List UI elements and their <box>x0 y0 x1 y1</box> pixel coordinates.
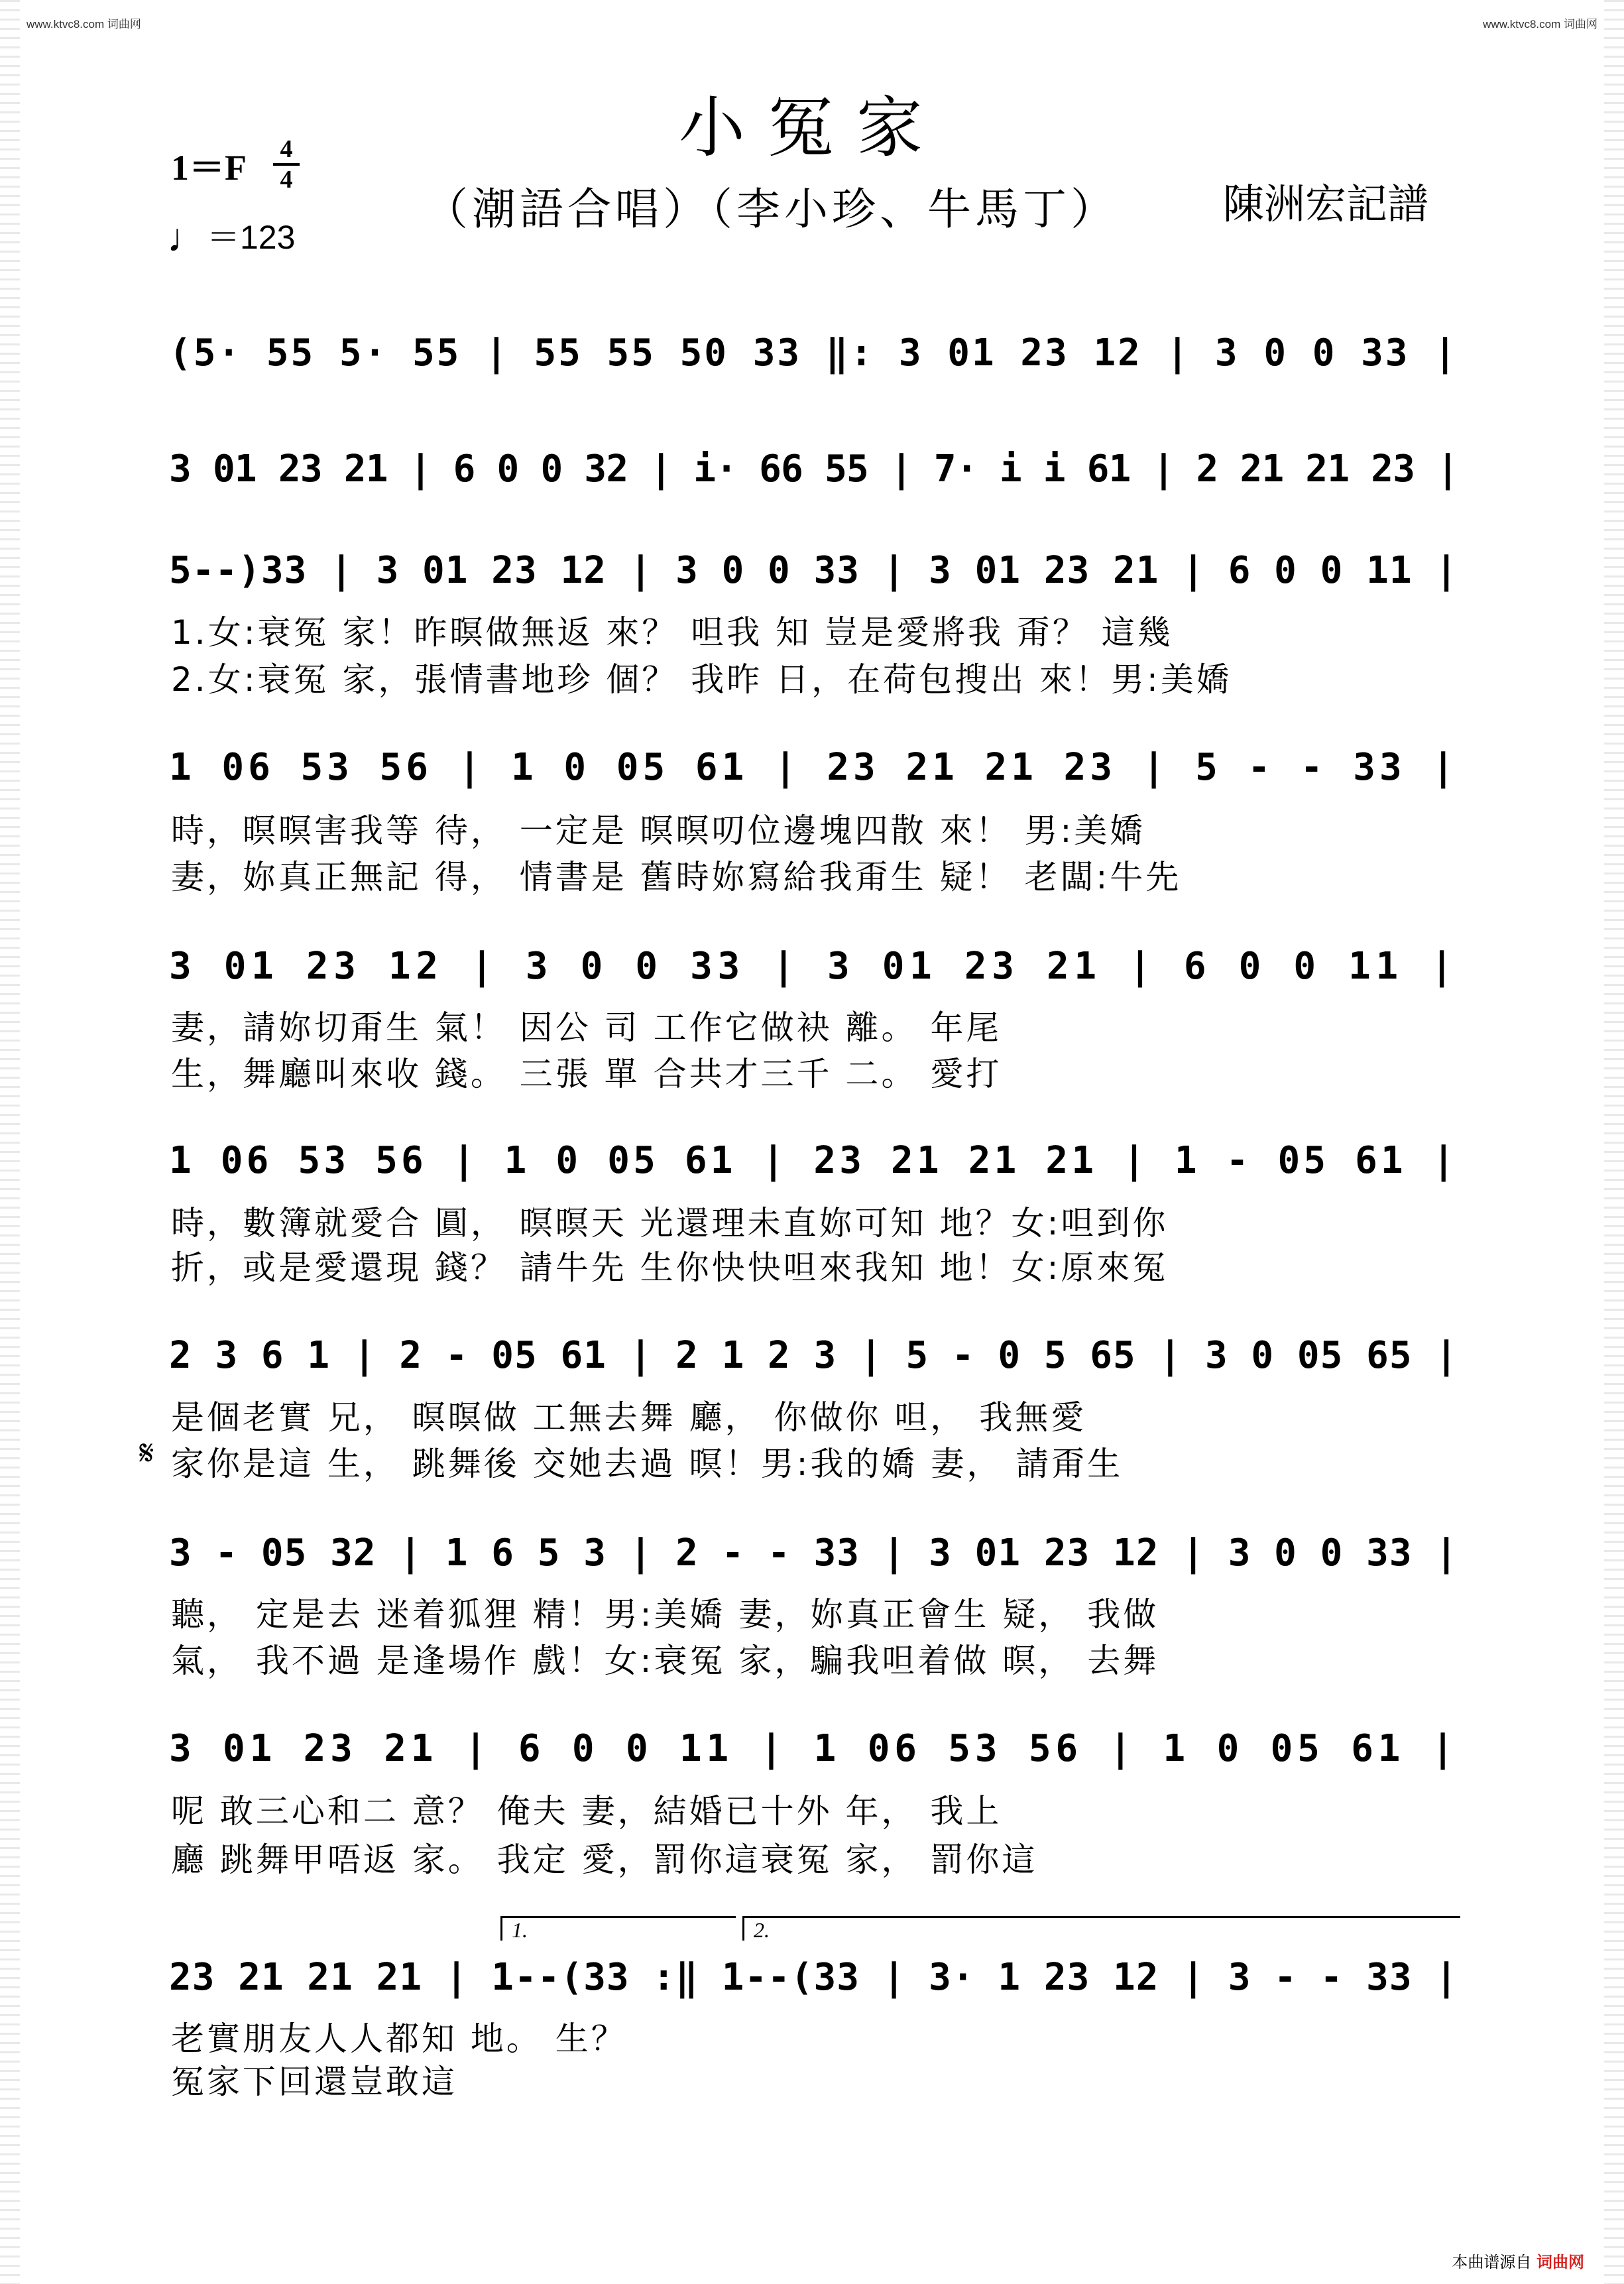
time-signature-top: 4 <box>280 135 293 163</box>
lyric-line: 老實朋友人人都知 地。 生？ <box>171 2019 627 2058</box>
key-signature: 1＝F <box>171 148 247 188</box>
tempo-mark <box>167 211 295 261</box>
lyric-line: 1.女:衰冤 家！昨暝做無返 來？ 呾我 知 豈是愛將我 甭？ 這幾 <box>171 613 1173 652</box>
lyric-line: 妻，妳真正無記 得， 情書是 舊時妳寫給我甭生 疑！ 老闆:牛先 <box>171 858 1182 896</box>
first-ending-bracket <box>500 1916 736 1941</box>
lyric-line: 時，暝暝害我等 待， 一定是 暝暝叨位邊塊四散 來！ 男:美嬌 <box>171 811 1146 850</box>
staff-row: 1 06 53 56 | 1 0 05 61 | 23 21 21 23 | 5 - - 33 | <box>169 746 1459 789</box>
lyric-line: 氣， 我不過 是逢場作 戲！女:衰冤 家，騙我呾着做 暝， 去舞 <box>171 1642 1159 1680</box>
segno-sign: 𝄋 <box>139 1433 154 1473</box>
staff-row: 23 21 21 21 | 1--(33 :‖ 1--(33 | 3· 1 23 12 | 3 - - 33 | <box>169 1956 1459 1999</box>
quarter-note-icon: ♩ <box>167 215 207 260</box>
right-page-border <box>1604 0 1624 2284</box>
site-logo: 词曲网 <box>1537 2253 1584 2271</box>
lyric-line: 冤家下回還豈敢這 <box>171 2063 457 2101</box>
lyric-line: 廳 跳舞甲唔返 家。 我定 愛，罰你這衰冤 家， 罰你這 <box>171 1840 1038 1879</box>
lyric-line: 聽， 定是去 迷着狐狸 精！男:美嬌 妻，妳真正會生 疑， 我做 <box>171 1595 1159 1634</box>
lyric-line: 生，舞廳叫來收 錢。 三張 單 合共才三千 二。 愛打 <box>171 1055 1002 1093</box>
second-ending-label: 2. <box>754 1918 770 1942</box>
second-ending-bracket <box>742 1916 1460 1941</box>
site-mark-right: www.ktvc8.com 词曲网 <box>1483 18 1597 30</box>
staff-row: 2 3 6 1 | 2 - 05 61 | 2 1 2 3 | 5 - 0 5 65 | 3 0 05 65 | <box>169 1334 1459 1377</box>
first-ending-label: 1. <box>512 1918 528 1942</box>
tempo-value: ＝123 <box>207 219 296 256</box>
lyric-line: 是個老實 兄， 暝暝做 工無去舞 廳， 你做你 呾， 我無愛 <box>171 1398 1087 1437</box>
source-footer <box>1452 2249 1584 2272</box>
site-mark-left: www.ktvc8.com 词曲网 <box>27 18 141 30</box>
lyric-line: 折，或是愛還現 錢？ 請牛先 生你快快呾來我知 地！女:原來冤 <box>171 1248 1169 1287</box>
staff-row: 1 06 53 56 | 1 0 05 61 | 23 21 21 21 | 1 - 05 61 | <box>169 1139 1458 1182</box>
left-page-border <box>0 0 20 2284</box>
time-signature <box>273 137 300 192</box>
staff-row: 3 01 23 21 | 6 0 0 32 | i· 66 55 | 7· i i 61 | 2 21 21 23 | <box>169 448 1459 491</box>
lyric-line: 妻，請妳切甭生 氣！ 因公 司 工作它做袂 離。 年尾 <box>171 1008 1002 1047</box>
staff-row: (5· 55 5· 55 | 55 55 50 33 ‖: 3 01 23 12 | 3 0 0 33 | <box>169 331 1458 375</box>
song-title: 小冤家 <box>679 89 945 166</box>
staff-row: 3 - 05 32 | 1 6 5 3 | 2 - - 33 | 3 01 23 12 | 3 0 0 33 | <box>169 1532 1459 1575</box>
song-subtitle: （潮語合唱）（李小珍、牛馬丁） <box>424 184 1118 235</box>
source-footer-text: 本曲谱源自 <box>1452 2253 1532 2271</box>
staff-row: 3 01 23 12 | 3 0 0 33 | 3 01 23 21 | 6 0 0 11 | <box>169 945 1458 988</box>
lyric-line: 時，數簿就愛合 圓， 暝暝天 光還理未直妳可知 地？女:呾到你 <box>171 1204 1169 1242</box>
lyric-line: 呢 敢三心和二 意？ 俺夫 妻，結婚已十外 年， 我上 <box>171 1792 1002 1831</box>
arranger-credit: 陳洲宏記譜 <box>1223 180 1429 228</box>
staff-row: 5--)33 | 3 01 23 12 | 3 0 0 33 | 3 01 23 21 | 6 0 0 11 | <box>169 549 1459 592</box>
staff-row: 3 01 23 21 | 6 0 0 11 | 1 06 53 56 | 1 0 05 61 | <box>169 1727 1459 1770</box>
lyric-line: 2.女:衰冤 家，張情書地珍 個？ 我昨 日，在荷包搜出 來！男:美嬌 <box>171 660 1232 699</box>
time-signature-bottom: 4 <box>280 166 293 194</box>
lyric-line: 家你是這 生， 跳舞後 交她去過 暝！男:我的嬌 妻， 請甭生 <box>171 1445 1124 1483</box>
